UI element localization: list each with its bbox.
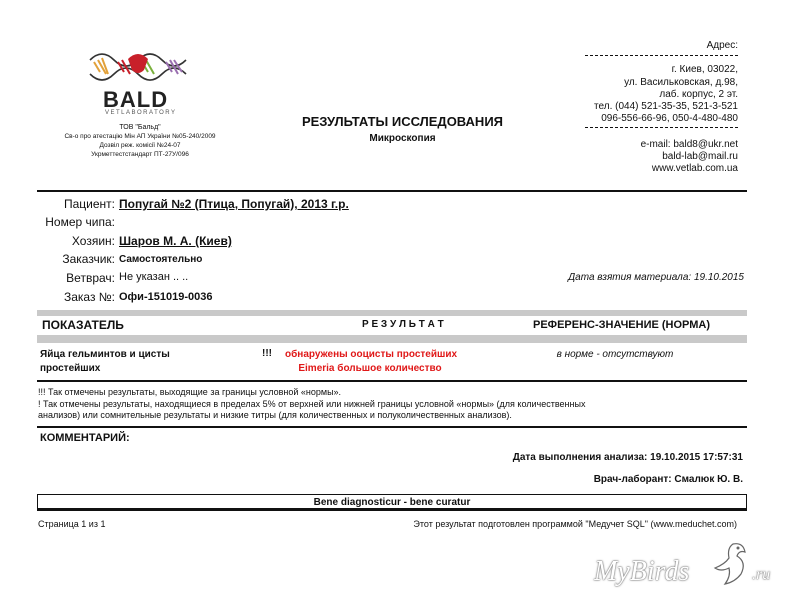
- row-result-line-2: Eimeria большое количество: [298, 363, 442, 374]
- col-result-header: Р Е З У Л Ь Т А Т: [362, 319, 444, 330]
- cert-line-1: Св-о про атестацію Мін АП України №05-240/2009: [64, 133, 216, 140]
- row-reference: в норме - отсутствуют: [556, 349, 674, 360]
- report-title: РЕЗУЛЬТАТЫ ИССЛЕДОВАНИЯ: [301, 114, 504, 129]
- website-link[interactable]: www.vetlab.com.ua: [651, 163, 738, 174]
- comment-label: КОММЕНТАРИЙ:: [40, 432, 130, 444]
- order-label: Заказ №:: [63, 290, 115, 304]
- note-line-1: !!! Так отмечены результаты, выходящие за границы условной «нормы».: [38, 387, 342, 397]
- cert-line-3: Укрметтестстандарт ПТ-27У/096: [91, 151, 189, 158]
- address-line-4: тел. (044) 521-35-35, 521-3-521: [594, 101, 738, 112]
- note-line-3: анализов) или сомнительные результаты и низкие титры (для количественных и полуколичественных анализов).: [38, 410, 512, 420]
- bird-watermark-icon: [703, 538, 755, 590]
- header-divider: [37, 190, 747, 192]
- email-line[interactable]: e-mail: bald8@ukr.net: [640, 139, 738, 150]
- col-indicator-header: ПОКАЗАТЕЛЬ: [42, 318, 124, 332]
- report-subtitle: Микроскопия: [369, 133, 436, 144]
- logo-subtitle: VETLABORATORY: [105, 110, 177, 116]
- notes-divider: [37, 426, 747, 428]
- analysis-date: Дата выполнения анализа: 19.10.2015 17:57:31: [512, 452, 743, 463]
- row-result-line-1: обнаружены ооцисты простейших: [285, 349, 458, 360]
- dna-logo-icon: [86, 50, 190, 84]
- address-divider-top: [585, 55, 738, 56]
- lab-doctor: Врач-лаборант: Смалюк Ю. В.: [593, 474, 743, 485]
- watermark-text: MyBirds: [594, 556, 690, 587]
- customer-value: Самостоятельно: [119, 254, 203, 265]
- table-header-bar-bottom: [37, 335, 747, 343]
- patient-value: Попугай №2 (Птица, Попугай), 2013 г.р.: [119, 197, 349, 211]
- address-line-1: г. Киев, 03022,: [671, 64, 738, 75]
- row-indicator-line-2: простейших: [40, 363, 101, 374]
- order-value: Офи-151019-0036: [119, 291, 213, 303]
- vet-value: Не указан .. ..: [119, 271, 189, 283]
- cert-line-2: Дозвіл реж. комісії №24-07: [99, 142, 181, 149]
- watermark-suffix: .ru: [752, 566, 771, 583]
- row-indicator-line-1: Яйца гельминтов и цисты: [40, 349, 170, 360]
- owner-label: Хозяин:: [71, 234, 115, 248]
- address-line-5: 096-556-66-96, 050-4-480-480: [601, 113, 738, 124]
- chip-label: Номер чипа:: [45, 215, 115, 229]
- note-line-2: ! Так отмечены результаты, находящиеся в пределах 5% от верхней или нижней границы условной «нормы» (для количественных: [38, 399, 586, 409]
- sample-date: Дата взятия материала: 19.10.2015: [568, 272, 744, 283]
- address-line-2: ул. Васильковская, д.98,: [624, 77, 738, 88]
- generated-by: Этот результат подготовлен программой "Медучет SQL" (www.meduchet.com): [413, 519, 737, 529]
- page-number: Страница 1 из 1: [38, 519, 106, 529]
- address-divider-bottom: [585, 127, 738, 128]
- logo-name: BALD: [103, 87, 169, 112]
- vet-label: Ветврач:: [66, 271, 115, 285]
- customer-label: Заказчик:: [62, 252, 115, 266]
- patient-label: Пациент:: [63, 197, 115, 211]
- address-line-3: лаб. корпус, 2 эт.: [659, 89, 738, 100]
- email-line-2[interactable]: bald-lab@mail.ru: [662, 151, 738, 162]
- company-name: ТОВ "Бальд": [119, 124, 161, 131]
- table-bottom-divider: [37, 380, 747, 382]
- address-label: Адрес:: [706, 40, 738, 51]
- table-header-bar-top: [37, 310, 747, 316]
- motto-text: Bene diagnosticur - bene curatur: [313, 497, 471, 508]
- col-reference-header: РЕФЕРЕНС-ЗНАЧЕНИЕ (НОРМА): [533, 319, 710, 331]
- row-flag: !!!: [262, 348, 272, 359]
- owner-value: Шаров М. А. (Киев): [119, 234, 232, 248]
